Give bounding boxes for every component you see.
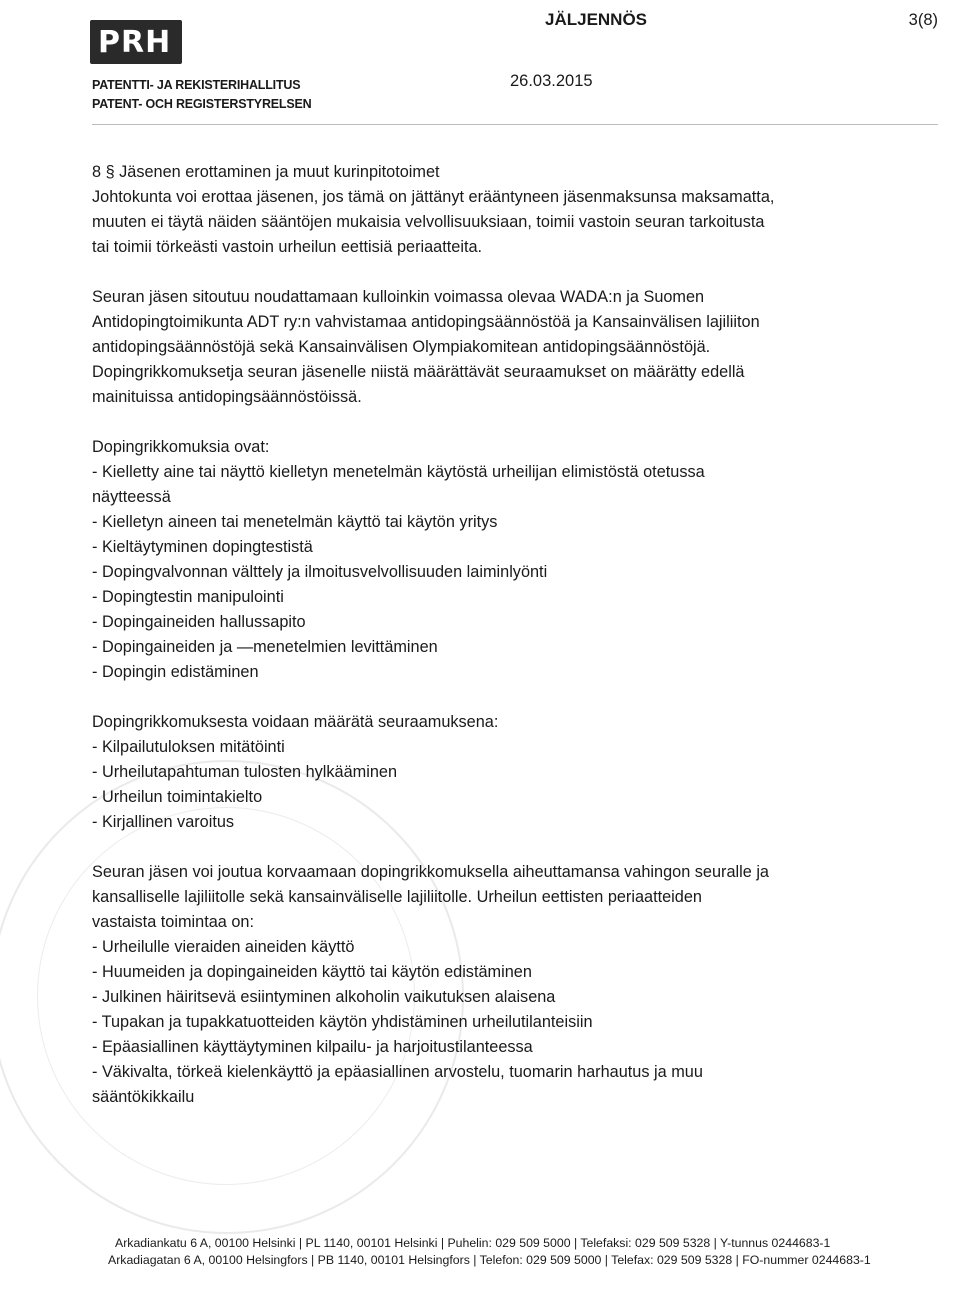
body-line: - Huumeiden ja dopingaineiden käyttö tai käytön edistäminen bbox=[92, 963, 532, 981]
body-line: - Urheilun toimintakielto bbox=[92, 788, 263, 806]
body-line: - Kielletyn aineen tai menetelmän käyttö tai käytön yritys bbox=[92, 513, 498, 531]
paragraph-gap bbox=[92, 685, 942, 710]
body-line: - Dopingin edistäminen bbox=[92, 663, 259, 681]
body-line: vastaista toimintaa on: bbox=[92, 913, 254, 931]
prh-logo-text: PRH bbox=[98, 25, 172, 60]
paragraph-gap bbox=[92, 835, 942, 860]
body-line: muuten ei täytä näiden sääntöjen mukaisia velvollisuuksiaan, toimii vastoin seuran tarkoitusta bbox=[92, 213, 765, 231]
body-line: kansalliselle lajiliitolle sekä kansainväliselle lajiliitolle. Urheilun eettisten periaatteiden bbox=[92, 888, 702, 906]
document-date: 26.03.2015 bbox=[510, 72, 593, 90]
body-line: Antidopingtoimikunta ADT ry:n vahvistamaa antidopingsäännöstöä ja Kansainvälisen lajiliiton bbox=[92, 313, 760, 331]
body-line: Dopingrikkomuksesta voidaan määrätä seuraamuksena: bbox=[92, 713, 499, 731]
body-line: Dopingrikkomuksia ovat: bbox=[92, 438, 270, 456]
body-line: antidopingsäännöstöjä sekä Kansainvälisen Olympiakomitean antidopingsäännöstöjä. bbox=[92, 338, 711, 356]
paragraph-gap bbox=[92, 410, 942, 435]
body-line: Seuran jäsen sitoutuu noudattamaan kulloinkin voimassa olevaa WADA:n ja Suomen bbox=[92, 288, 705, 306]
body-line: tai toimii törkeästi vastoin urheilun eettisiä periaatteita. bbox=[92, 238, 483, 256]
body-line: Dopingrikkomuksetja seuran jäsenelle niistä määrättävät seuraamukset on määrätty edellä bbox=[92, 363, 745, 381]
footer-address-fi: Arkadiankatu 6 A, 00100 Helsinki | PL 1140, 00101 Helsinki | Puhelin: 029 509 5000 | Telefaksi: 029 509 5328 | Y-tunnus 0244683-1 bbox=[115, 1236, 831, 1250]
body-line: - Urheilulle vieraiden aineiden käyttö bbox=[92, 938, 355, 956]
body-line: - Urheilutapahtuman tulosten hylkääminen bbox=[92, 763, 397, 781]
org-name-sv: PATENT- OCH REGISTERSTYRELSEN bbox=[92, 97, 312, 111]
body-line: - Kieltäytyminen dopingtestistä bbox=[92, 538, 313, 556]
footer-address-sv: Arkadiagatan 6 A, 00100 Helsingfors | PB 1140, 00101 Helsingfors | Telefon: 029 509 5000 | Telefax: 029 509 5328 | FO-nummer 0244683-1 bbox=[108, 1253, 871, 1267]
body-line: - Dopingvalvonnan välttely ja ilmoitusvelvollisuuden laiminlyönti bbox=[92, 563, 548, 581]
body-line: mainituissa antidopingsäännöstöissä. bbox=[92, 388, 362, 406]
body-line: - Epäasiallinen käyttäytyminen kilpailu- ja harjoitustilanteessa bbox=[92, 1038, 533, 1056]
body-line: Johtokunta voi erottaa jäsenen, jos tämä on jättänyt erääntyneen jäsenmaksunsa maksamatta, bbox=[92, 188, 775, 206]
body-line: sääntökikkailu bbox=[92, 1088, 195, 1106]
body-line: - Kilpailutuloksen mitätöinti bbox=[92, 738, 285, 756]
body-line: - Väkivalta, törkeä kielenkäyttö ja epäasiallinen arvostelu, tuomarin harhautus ja muu bbox=[92, 1063, 703, 1081]
body-line: - Tupakan ja tupakkatuotteiden käytön yhdistäminen urheilutilanteisiin bbox=[92, 1013, 593, 1031]
page-number: 3(8) bbox=[908, 11, 938, 29]
document-body bbox=[92, 160, 942, 1110]
body-line: - Dopingaineiden hallussapito bbox=[92, 613, 306, 631]
paragraph-gap bbox=[92, 260, 942, 285]
body-line: 8 § Jäsenen erottaminen ja muut kurinpitotoimet bbox=[92, 163, 440, 181]
org-name-fi: PATENTTI- JA REKISTERIHALLITUS bbox=[92, 78, 301, 92]
body-line: - Dopingtestin manipulointi bbox=[92, 588, 284, 606]
body-line: - Kielletty aine tai näyttö kielletyn menetelmän käytöstä urheilijan elimistöstä otetussa bbox=[92, 463, 705, 481]
body-line: Seuran jäsen voi joutua korvaamaan dopingrikkomuksella aiheuttamansa vahingon seuralle ja bbox=[92, 863, 769, 881]
document-title: JÄLJENNÖS bbox=[545, 10, 648, 29]
body-line: - Dopingaineiden ja —menetelmien levittäminen bbox=[92, 638, 438, 656]
body-line: - Julkinen häiritsevä esiintyminen alkoholin vaikutuksen alaisena bbox=[92, 988, 556, 1006]
header-divider bbox=[92, 124, 938, 125]
body-line: - Kirjallinen varoitus bbox=[92, 813, 235, 831]
prh-logo bbox=[90, 20, 182, 64]
body-line: näytteessä bbox=[92, 488, 171, 506]
